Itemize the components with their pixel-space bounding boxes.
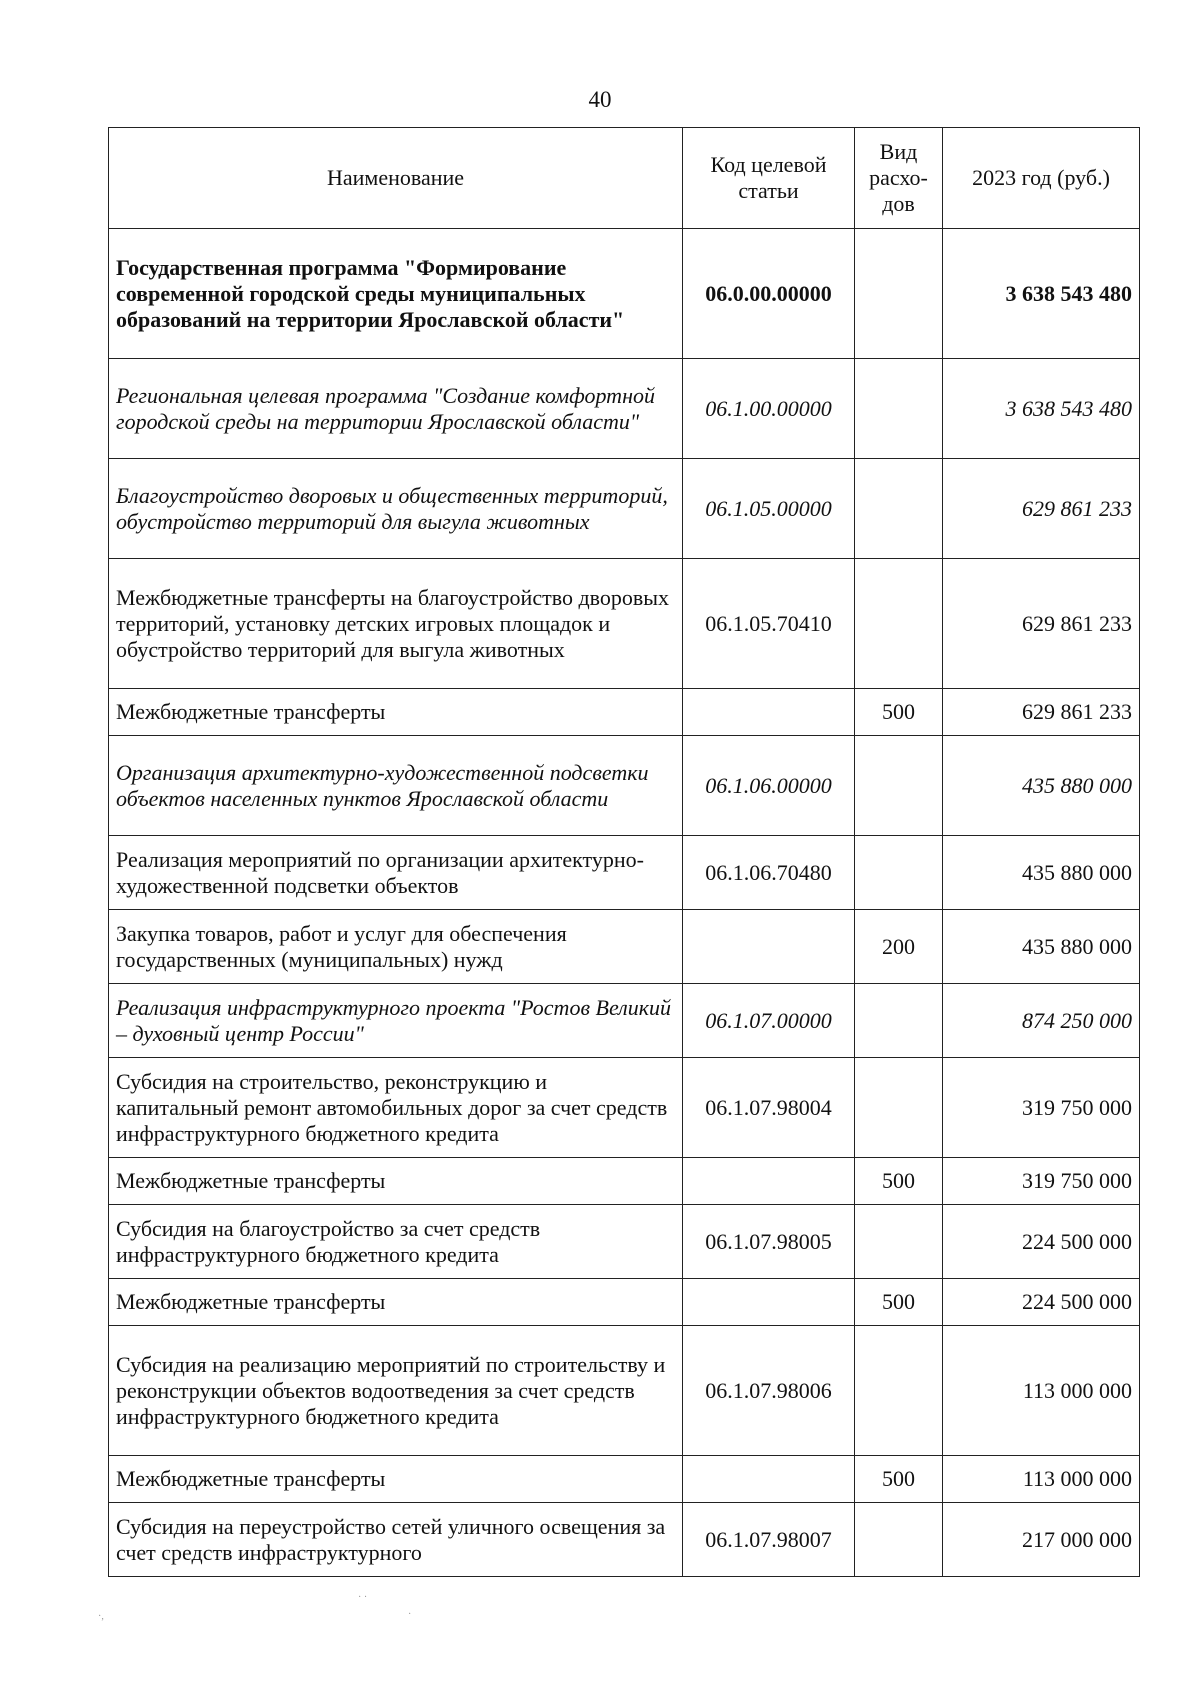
cell-code [683,910,855,984]
table-row [109,736,1140,836]
cell-sum: 629 861 233 [943,459,1140,559]
cell-code: 06.0.00.00000 [683,229,855,359]
cell-name: Субсидия на благоустройство за счет средств инфраструктурного бюджетного кредита [109,1205,683,1279]
cell-name: Государственная программа "Формирование современной городской среды муниципальных образований на территории Ярославской области" [109,229,683,359]
cell-name: Реализация мероприятий по организации архитектурно-художественной подсветки объектов [109,836,683,910]
cell-sum: 874 250 000 [943,984,1140,1058]
cell-name: Межбюджетные трансферты [109,1279,683,1326]
cell-name: Межбюджетные трансферты [109,1456,683,1503]
cell-kind [855,1326,943,1456]
cell-name: Субсидия на реализацию мероприятий по строительству и реконструкции объектов водоотведения за счет средств инфраструктурного бюджетного кредита [109,1326,683,1456]
cell-name: Субсидия на строительство, реконструкцию и капитальный ремонт автомобильных дорог за счет средств инфраструктурного бюджетного кредита [109,1058,683,1158]
scan-artifact: · · [358,1592,368,1603]
cell-code: 06.1.06.70480 [683,836,855,910]
table-row [109,689,1140,736]
cell-sum: 3 638 543 480 [943,359,1140,459]
cell-name: Межбюджетные трансферты [109,689,683,736]
table-row [109,1503,1140,1577]
cell-kind [855,1205,943,1279]
table-row [109,1456,1140,1503]
cell-name: Закупка товаров, работ и услуг для обеспечения государственных (муниципальных) нужд [109,910,683,984]
header-name: Наименование [109,128,683,229]
cell-code: 06.1.07.98006 [683,1326,855,1456]
table-row [109,229,1140,359]
cell-name: Благоустройство дворовых и общественных территорий, обустройство территорий для выгула животных [109,459,683,559]
header-kind: Вид расхо-дов [855,128,943,229]
cell-code [683,1279,855,1326]
cell-code [683,689,855,736]
cell-code [683,1456,855,1503]
cell-sum: 435 880 000 [943,910,1140,984]
cell-kind [855,1058,943,1158]
cell-kind [855,359,943,459]
cell-sum: 217 000 000 [943,1503,1140,1577]
table-row [109,459,1140,559]
cell-code: 06.1.07.00000 [683,984,855,1058]
cell-code: 06.1.05.70410 [683,559,855,689]
cell-kind: 500 [855,1158,943,1205]
cell-kind: 500 [855,689,943,736]
cell-kind [855,984,943,1058]
table-row [109,836,1140,910]
table-row [109,1279,1140,1326]
cell-code: 06.1.07.98004 [683,1058,855,1158]
table-row [109,910,1140,984]
cell-sum: 435 880 000 [943,836,1140,910]
cell-name: Реализация инфраструктурного проекта "Ростов Великий – духовный центр России" [109,984,683,1058]
cell-sum: 113 000 000 [943,1326,1140,1456]
cell-kind [855,736,943,836]
table-row [109,1205,1140,1279]
cell-sum: 629 861 233 [943,689,1140,736]
cell-sum: 224 500 000 [943,1205,1140,1279]
cell-name: Региональная целевая программа "Создание комфортной городской среды на территории Ярославской области" [109,359,683,459]
cell-code [683,1158,855,1205]
scan-artifact: ·, [98,1611,104,1622]
scan-artifact: · [408,1609,412,1620]
cell-kind: 500 [855,1456,943,1503]
page-number: 40 [588,87,612,112]
cell-code: 06.1.07.98005 [683,1205,855,1279]
cell-sum: 319 750 000 [943,1158,1140,1205]
budget-table [108,127,1140,1577]
cell-name: Межбюджетные трансферты [109,1158,683,1205]
table-row [109,1158,1140,1205]
cell-code: 06.1.07.98007 [683,1503,855,1577]
table-row [109,1326,1140,1456]
table-header-row [109,128,1140,229]
table-row [109,359,1140,459]
cell-kind [855,1503,943,1577]
table-body [109,229,1140,1577]
cell-code: 06.1.00.00000 [683,359,855,459]
cell-kind [855,459,943,559]
cell-kind [855,836,943,910]
table-row [109,984,1140,1058]
cell-sum: 629 861 233 [943,559,1140,689]
header-code: Код целевой статьи [683,128,855,229]
cell-sum: 113 000 000 [943,1456,1140,1503]
cell-sum: 224 500 000 [943,1279,1140,1326]
table-row [109,1058,1140,1158]
cell-name: Организация архитектурно-художественной подсветки объектов населенных пунктов Ярославской области [109,736,683,836]
cell-code: 06.1.05.00000 [683,459,855,559]
table-row [109,559,1140,689]
header-sum: 2023 год (руб.) [943,128,1140,229]
cell-sum: 319 750 000 [943,1058,1140,1158]
cell-kind [855,229,943,359]
cell-kind: 500 [855,1279,943,1326]
cell-sum: 3 638 543 480 [943,229,1140,359]
cell-sum: 435 880 000 [943,736,1140,836]
cell-code: 06.1.06.00000 [683,736,855,836]
cell-kind [855,559,943,689]
cell-name: Межбюджетные трансферты на благоустройство дворовых территорий, установку детских игровых площадок и обустройство территорий для выгула животных [109,559,683,689]
cell-kind: 200 [855,910,943,984]
cell-name: Субсидия на переустройство сетей уличного освещения за счет средств инфраструктурного [109,1503,683,1577]
